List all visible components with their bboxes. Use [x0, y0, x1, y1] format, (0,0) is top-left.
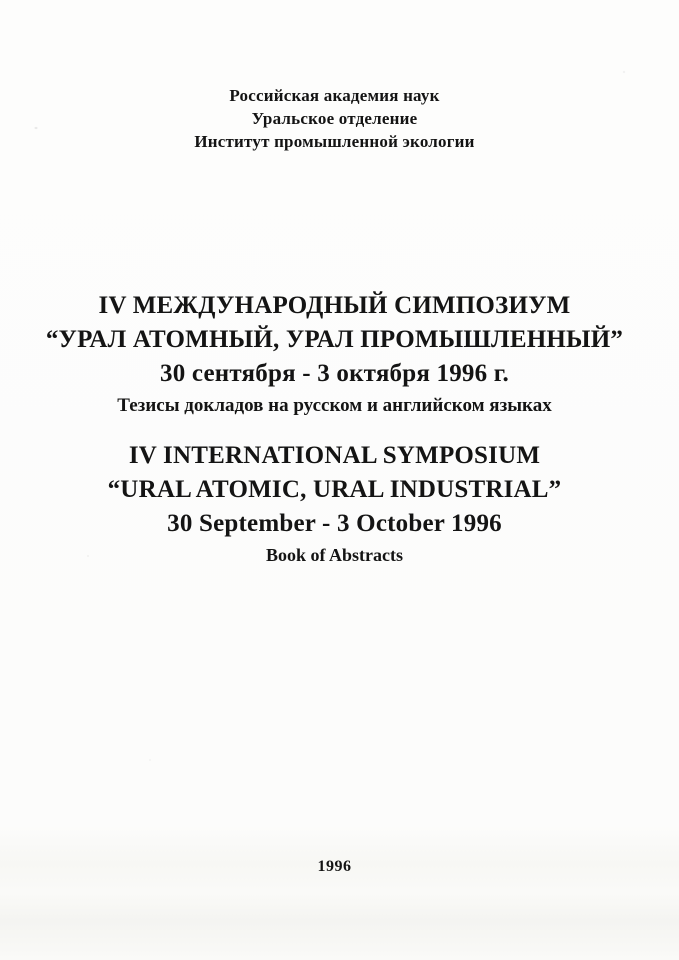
title-en-dates-line: 30 September - 3 October 1996	[167, 510, 502, 537]
org-header	[0, 84, 669, 153]
footer-year	[0, 858, 669, 876]
footer-year-value: 1996	[317, 858, 352, 875]
title-en-subtitle: Book of Abstracts	[265, 545, 403, 565]
title-en-symposium-line: IV INTERNATIONAL SYMPOSIUM	[128, 442, 541, 469]
org-line-academy: Российская академия наук	[229, 86, 440, 105]
title-en-theme-line: “URAL ATOMIC, URAL INDUSTRIAL”	[107, 476, 562, 503]
title-ru-theme-line: “УРАЛ АТОМНЫЙ, УРАЛ ПРОМЫШЛЕННЫЙ”	[45, 326, 624, 353]
title-ru-dates-line: 30 сентября - 3 октября 1996 г.	[160, 360, 509, 387]
symposium-title-en	[0, 439, 669, 570]
org-line-branch: Уральское отделение	[251, 109, 418, 128]
org-line-institute: Институт промышленной экологии	[194, 132, 475, 151]
symposium-title-ru	[0, 289, 669, 421]
title-ru-symposium-line: IV МЕЖДУНАРОДНЫЙ СИМПОЗИУМ	[98, 292, 571, 319]
title-ru-subtitle: Тезисы докладов на русском и английском языках	[117, 395, 552, 416]
